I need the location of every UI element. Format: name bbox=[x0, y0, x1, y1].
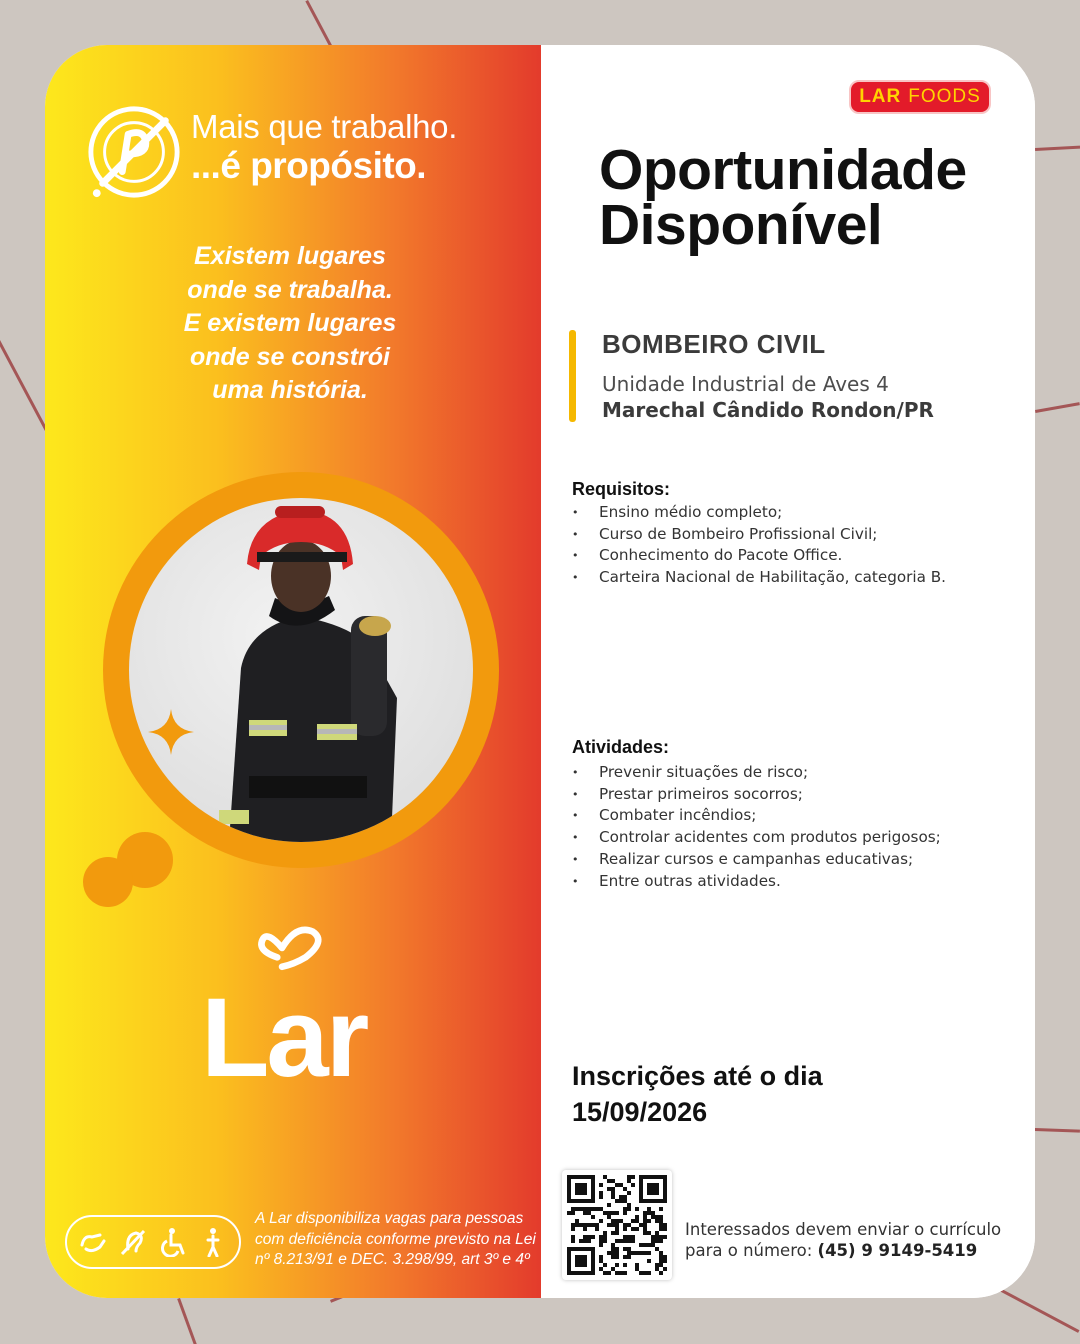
job-title: BOMBEIRO CIVIL bbox=[602, 329, 826, 359]
firefighter-photo bbox=[129, 498, 473, 842]
intro-line: onde se trabalha. bbox=[187, 275, 393, 304]
legal-note: A Lar disponibiliza vagas para pessoas com deficiência conforme previsto na Lei nº 8.213/91 e DEC. 3.298/99, art 3º e 4º bbox=[255, 1210, 536, 1268]
brand-panel bbox=[45, 45, 541, 1298]
contact-line-1: Interessados devem enviar o currículo bbox=[685, 1220, 1002, 1239]
list-item: • Conhecimento do Pacote Office. bbox=[572, 545, 946, 567]
tagline-line-1: Mais que trabalho. bbox=[191, 108, 458, 145]
accessibility-badge bbox=[65, 1215, 241, 1269]
requirements-title: Requisitos: bbox=[572, 479, 671, 499]
page-title bbox=[599, 138, 967, 257]
bubble-dot bbox=[83, 857, 133, 907]
deadline-date: 15/09/2026 bbox=[572, 1097, 708, 1127]
intro-line: E existem lugares bbox=[183, 309, 397, 337]
qr-code[interactable] bbox=[562, 1170, 672, 1280]
background-line bbox=[1035, 146, 1080, 151]
lar-logo: Lar bbox=[201, 975, 367, 1100]
lar-foods-badge bbox=[849, 80, 991, 114]
sparkle-icon bbox=[148, 709, 194, 755]
title-accent-bar bbox=[569, 330, 576, 422]
intro-line: onde se constrói bbox=[189, 342, 391, 371]
list-item: • Curso de Bombeiro Profissional Civil; bbox=[572, 524, 946, 546]
list-item: • Prevenir situações de risco; bbox=[572, 762, 941, 784]
wheelchair-icon bbox=[158, 1227, 188, 1257]
activities-list bbox=[572, 762, 941, 892]
title-line-1: Oportunidade bbox=[599, 138, 967, 202]
deadline bbox=[572, 1058, 823, 1130]
firefighter-illustration bbox=[129, 498, 473, 842]
list-item: • Prestar primeiros socorros; bbox=[572, 784, 941, 806]
job-details-panel bbox=[541, 45, 1035, 1298]
list-item: • Controlar acidentes com produtos perigosos; bbox=[572, 827, 941, 849]
deadline-label: Inscrições até o dia bbox=[572, 1061, 823, 1091]
list-item: • Entre outras atividades. bbox=[572, 871, 941, 893]
requirements-list bbox=[572, 502, 946, 589]
tagline-line-2: ...é propósito. bbox=[191, 145, 427, 186]
title-line-2: Disponível bbox=[599, 193, 883, 257]
contact-prefix: para o número: bbox=[685, 1241, 813, 1260]
badge-label: FOODS bbox=[908, 86, 981, 107]
list-item: • Realizar cursos e campanhas educativas; bbox=[572, 849, 941, 871]
contact-info bbox=[685, 1219, 1001, 1261]
intro-text bbox=[145, 240, 435, 408]
background-line bbox=[1035, 402, 1080, 413]
badge-brand: LAR bbox=[859, 86, 902, 107]
intro-line: Existem lugares bbox=[194, 242, 386, 270]
hearing-impaired-icon bbox=[118, 1227, 148, 1257]
person-icon bbox=[198, 1227, 228, 1257]
background-line bbox=[1035, 1128, 1080, 1133]
list-item: • Combater incêndios; bbox=[572, 805, 941, 827]
purpose-emblem-icon bbox=[85, 103, 183, 201]
intro-line: uma história. bbox=[212, 376, 368, 404]
qr-code-icon bbox=[567, 1175, 667, 1275]
job-unit: Unidade Industrial de Aves 4 bbox=[602, 372, 889, 396]
sign-language-icon bbox=[78, 1227, 108, 1257]
job-poster-card bbox=[45, 45, 1035, 1298]
list-item: • Ensino médio completo; bbox=[572, 502, 946, 524]
contact-phone[interactable]: (45) 9 9149-5419 bbox=[817, 1241, 978, 1260]
list-item: • Carteira Nacional de Habilitação, categoria B. bbox=[572, 567, 946, 589]
background-line bbox=[177, 1298, 197, 1344]
job-city: Marechal Cândido Rondon/PR bbox=[602, 398, 934, 422]
activities-title: Atividades: bbox=[572, 737, 670, 757]
contact-line-2 bbox=[685, 1240, 1001, 1261]
